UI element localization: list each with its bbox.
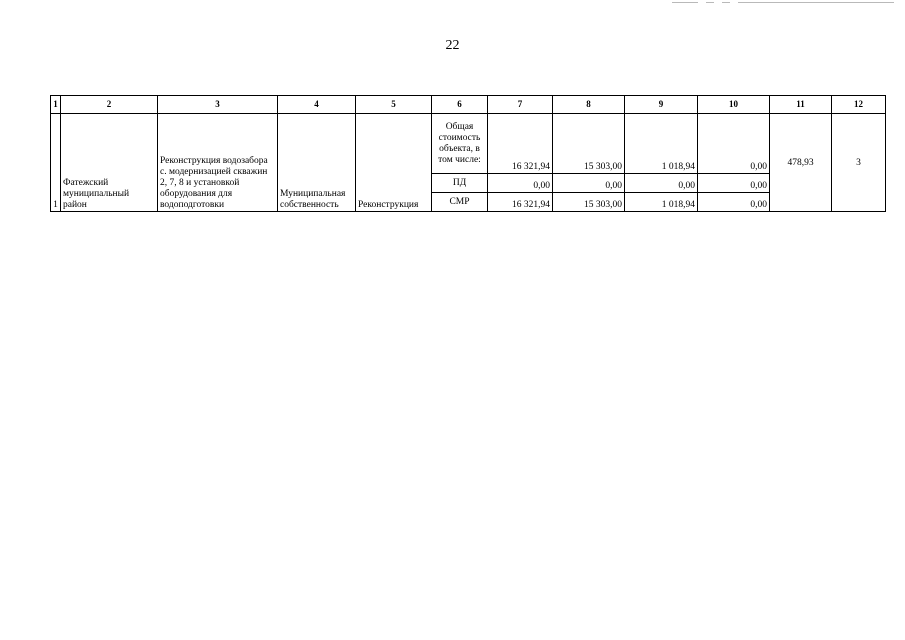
- column-header: 11: [770, 96, 832, 114]
- cost-label-total: Общая стоимость объекта, в том числе:: [432, 114, 488, 174]
- column-header: 6: [432, 96, 488, 114]
- column-header: 5: [356, 96, 432, 114]
- value-cell: 0,00: [553, 174, 625, 193]
- column-header: 8: [553, 96, 625, 114]
- value-cell: 16 321,94: [488, 193, 553, 212]
- value-cell: 15 303,00: [553, 193, 625, 212]
- description-cell: Реконструкция водозабора с. модернизацией скважин 2, 7, 8 и установкой оборудования для водоподготовки: [158, 114, 278, 212]
- column-header: 10: [698, 96, 770, 114]
- scan-artifact-line: [722, 2, 730, 3]
- value-cell: 15 303,00: [553, 114, 625, 174]
- column-header: 1: [51, 96, 61, 114]
- scan-artifact-line: [672, 2, 698, 3]
- header-row: [51, 96, 886, 114]
- value-cell: 16 321,94: [488, 114, 553, 174]
- value-cell: 0,00: [625, 174, 698, 193]
- scan-artifact-line: [706, 2, 714, 3]
- ownership-cell: Муниципальная собственность: [278, 114, 356, 212]
- value-cell: 1 018,94: [625, 193, 698, 212]
- district-cell: Фатежский муниципальный район: [61, 114, 158, 212]
- cost-label-smr: СМР: [432, 193, 488, 212]
- column-header: 7: [488, 96, 553, 114]
- column-header: 3: [158, 96, 278, 114]
- value-cell: 0,00: [698, 114, 770, 174]
- work-type-cell: Реконструкция: [356, 114, 432, 212]
- col11-cell: 478,93: [770, 114, 832, 212]
- value-cell: 0,00: [698, 193, 770, 212]
- page-number: 22: [445, 38, 460, 53]
- table-row: [51, 114, 886, 174]
- column-header: 4: [278, 96, 356, 114]
- value-cell: 1 018,94: [625, 114, 698, 174]
- row-number: 1: [51, 114, 61, 212]
- col12-cell: 3: [832, 114, 886, 212]
- value-cell: 0,00: [698, 174, 770, 193]
- object-table: [50, 95, 886, 212]
- scan-artifact-line: [738, 2, 894, 3]
- value-cell: 0,00: [488, 174, 553, 193]
- column-header: 2: [61, 96, 158, 114]
- column-header: 12: [832, 96, 886, 114]
- cost-label-pd: ПД: [432, 174, 488, 193]
- column-header: 9: [625, 96, 698, 114]
